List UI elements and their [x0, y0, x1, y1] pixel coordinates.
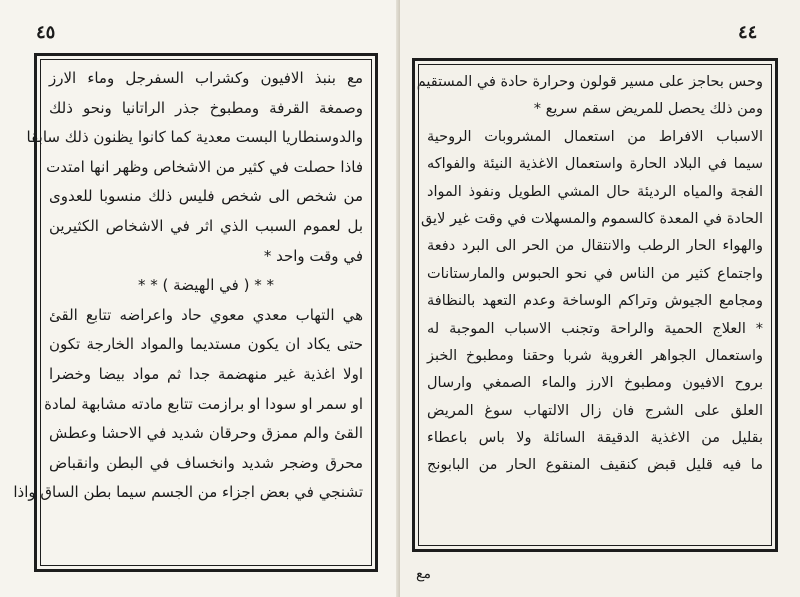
text-line: الفجة والمياه الرديئة حال المشي الطويل ونفوذ المواد — [427, 183, 763, 200]
text-line: وحس بحاجز على مسير قولون وحرارة حادة في المستقيم — [416, 74, 763, 90]
text-line: او سمر او سودا او برازمت تتابع مادته مشابهة لمادة — [44, 394, 363, 413]
text-line: هي التهاب معدي معوي حاد واعراضه تتابع القئ — [49, 305, 363, 324]
text-line: سيما في البلاد الحارة واستعمال الاغذية النيئة والفواكه — [427, 156, 763, 173]
text-frame — [412, 58, 778, 552]
text-line: القئ والم ممزق وحرقان شديد في الاحشا وعطش — [49, 424, 363, 443]
text-line — [427, 480, 763, 507]
text-line: العلق على الشرج فان زال الالتهاب سوغ المريض — [427, 402, 763, 419]
text-line: ما فيه قليل قبض كنقيف المنقوع الحار من البابونج — [427, 457, 763, 474]
text-line: مع بنبذ الافيون وكشراب السفرجل وماء الارز — [49, 69, 363, 87]
text-line: واستعمال الجواهر الغروية شربا وحقنا ومطبوخ الخبز — [427, 347, 763, 364]
text-line: والهواء الحار الرطب والانتقال من الحر الى البرد دفعة — [427, 238, 763, 255]
right-page — [400, 0, 800, 597]
text-line: محرق وضجر شديد وانخساف في البطن وانقباض — [49, 453, 363, 472]
text-line: بقليل من الاغذية الدقيقة السائلة ولا باس باعطاء — [427, 430, 763, 447]
text-frame — [13, 53, 378, 572]
text-line: ومجامع الجيوش وتراكم الوساخة وعدم التعهد بالنظافة — [427, 293, 763, 310]
text-line: * العلاج الحمية والراحة وتجنب الاسباب الموجبة له — [427, 320, 763, 337]
catchword: مع — [416, 566, 431, 582]
text-line: اولا اغذية غير منهضمة جدا ثم مواد بيضا وخضرا — [49, 364, 363, 383]
text-line: في وقت واحد * — [263, 246, 363, 265]
section-heading: * * ( في الهيضة ) * * — [138, 276, 274, 295]
page-text — [416, 69, 763, 507]
text-line: واجتماع كثير من الناس في نحو الحبوس والمارستانات — [427, 265, 763, 282]
page-text — [13, 64, 363, 508]
page-number: ٤٤ — [738, 22, 758, 43]
text-line: تشنجي في بعض اجزاء من الجسم سيما بطن الساق واذا — [13, 483, 363, 502]
text-line: الحادة في المعدة كالسموم والمسهلات في وقت غير لايق — [420, 210, 763, 227]
text-line: بل لعموم السبب الذي اثر في الاشخاص الكثيرين — [49, 216, 363, 235]
page-number: ٤٥ — [36, 22, 56, 43]
text-line: من شخص الى شخص فليس ذلك منسوبا للعدوى — [49, 187, 363, 206]
text-line: فاذا حصلت في كثير من الاشخاص وظهر انها امتدت — [46, 157, 363, 176]
text-line: والدوسنطاريا البست معدية كما كانوا يظنون ذلك سابقا — [26, 128, 363, 147]
text-line: وصمغة القرفة ومطبوخ جذر الراتانيا ونحو ذلك — [49, 98, 363, 117]
text-line: الاسباب الافراط من استعمال المشروبات الروحية — [427, 128, 763, 145]
text-line: بروح الافيون ومطبوخ الارز والماء الصمغي وارسال — [427, 375, 763, 392]
text-line: ومن ذلك يحصل للمريض سقم سريع * — [533, 101, 763, 118]
text-line: حتى يكاد ان يكون مستديما والمواد الخارجة تكون — [49, 335, 363, 354]
